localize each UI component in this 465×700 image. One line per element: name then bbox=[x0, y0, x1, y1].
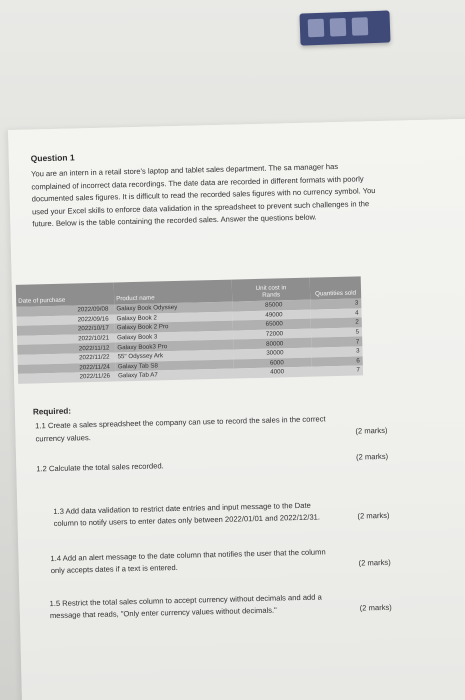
cell-quantity: 4 bbox=[310, 308, 361, 319]
question-item-text: 1.1 Create a sales spreadsheet the company can use to record the sales in the correct currency values. bbox=[35, 414, 326, 443]
cell-date: 2022/11/26 bbox=[18, 372, 116, 384]
cell-quantity: 2 bbox=[311, 318, 362, 329]
sales-table-container bbox=[16, 276, 363, 383]
cell-product: Galaxy Tab A7 bbox=[116, 369, 234, 381]
question-item-marks: (2 marks) bbox=[357, 510, 390, 521]
question-title: Question 1 bbox=[30, 152, 75, 164]
question-item-text: 1.4 Add an alert message to the date column that notifies the user that the column only accepts dates if a text is entered. bbox=[50, 546, 326, 576]
sales-table bbox=[16, 276, 363, 383]
device-tile bbox=[352, 17, 369, 36]
cell-unit-cost: 65000 bbox=[233, 319, 311, 330]
cell-date: 2022/11/22 bbox=[17, 352, 115, 364]
question-item-1-2 bbox=[34, 451, 394, 476]
cell-product: Galaxy Book 2 bbox=[115, 311, 233, 323]
header-unit-cost-line1: Unit cost in bbox=[255, 284, 287, 292]
required-section bbox=[33, 399, 398, 623]
tablet-device-image bbox=[299, 10, 390, 45]
question-item-marks: (2 marks) bbox=[359, 602, 392, 613]
question-item-text: 1.5 Restrict the total sales column to accept currency without decimals and add a message that reads, "Only enter currency values without decimals." bbox=[49, 591, 322, 621]
cell-date: 2022/09/16 bbox=[17, 314, 115, 326]
cell-product: Galaxy Book Odyssey bbox=[114, 302, 232, 314]
cell-date: 2022/10/21 bbox=[17, 333, 115, 345]
cell-product: Galaxy Book3 Pro bbox=[115, 340, 233, 352]
question-item-1-5 bbox=[37, 589, 398, 623]
question-item-1-3 bbox=[35, 497, 396, 531]
cell-quantity: 5 bbox=[311, 327, 362, 338]
cell-unit-cost: 72000 bbox=[233, 328, 311, 339]
question-item-text: 1.2 Calculate the total sales recorded. bbox=[36, 461, 164, 474]
question-section bbox=[31, 145, 378, 231]
cell-date: 2022/11/12 bbox=[17, 343, 115, 355]
question-item-marks: (2 marks) bbox=[358, 557, 391, 568]
question-item-marks: (2 marks) bbox=[355, 451, 389, 462]
cell-date: 2022/11/24 bbox=[18, 362, 116, 374]
cell-quantity: 7 bbox=[311, 337, 362, 348]
cell-quantity: 3 bbox=[310, 298, 361, 309]
device-tile bbox=[330, 18, 347, 37]
cell-date: 2022/10/17 bbox=[17, 324, 115, 336]
cell-unit-cost: 80000 bbox=[233, 338, 311, 349]
header-unit-cost-line2: Rands bbox=[262, 291, 281, 299]
question-item-1-4 bbox=[36, 544, 397, 578]
cell-date: 2022/09/08 bbox=[16, 304, 114, 316]
required-heading: Required: bbox=[32, 406, 72, 417]
header-product: Product name bbox=[114, 280, 233, 305]
cell-product: Galaxy Book 2 Pro bbox=[115, 321, 233, 333]
device-tile bbox=[308, 19, 325, 38]
cell-unit-cost: 49000 bbox=[232, 309, 310, 320]
question-paper bbox=[8, 119, 465, 700]
cell-unit-cost: 4000 bbox=[234, 367, 312, 378]
cell-quantity: 7 bbox=[312, 366, 363, 377]
cell-unit-cost: 30000 bbox=[233, 348, 311, 359]
cell-quantity: 6 bbox=[312, 356, 363, 367]
header-date: Date of purchase bbox=[16, 282, 115, 306]
question-intro: You are an intern in a retail store's laptop and tablet sales department. The sa manager has complained of incorrect data recordings. The date data are recorded in different formats with poorly documented sales figures. It is difficult to read the recorded sales figures with no currency symbol. You used your Excel skills to enforce data validation in the spreadsheet to prevent such challenges in the future. Below is the table containing the recorded sales. Answer the questions below. bbox=[30, 161, 376, 229]
header-unit-cost bbox=[232, 278, 311, 302]
header-quantity: Quantities sold bbox=[310, 276, 362, 299]
cell-quantity: 3 bbox=[311, 346, 362, 357]
question-item-1-1 bbox=[33, 412, 394, 446]
cell-unit-cost: 85000 bbox=[232, 300, 310, 311]
cell-product: Galaxy Book 3 bbox=[115, 330, 233, 342]
question-item-text: 1.3 Add data validation to restrict date entries and input message to the Date column to notify users to enter dates only between 2022/01/01 and 2022/12/31. bbox=[53, 500, 321, 529]
cell-product: 55" Odyssey Ark bbox=[115, 350, 233, 362]
cell-unit-cost: 6000 bbox=[234, 357, 312, 368]
cell-product: Galaxy Tab S8 bbox=[116, 359, 234, 371]
question-item-marks: (2 marks) bbox=[355, 425, 388, 436]
